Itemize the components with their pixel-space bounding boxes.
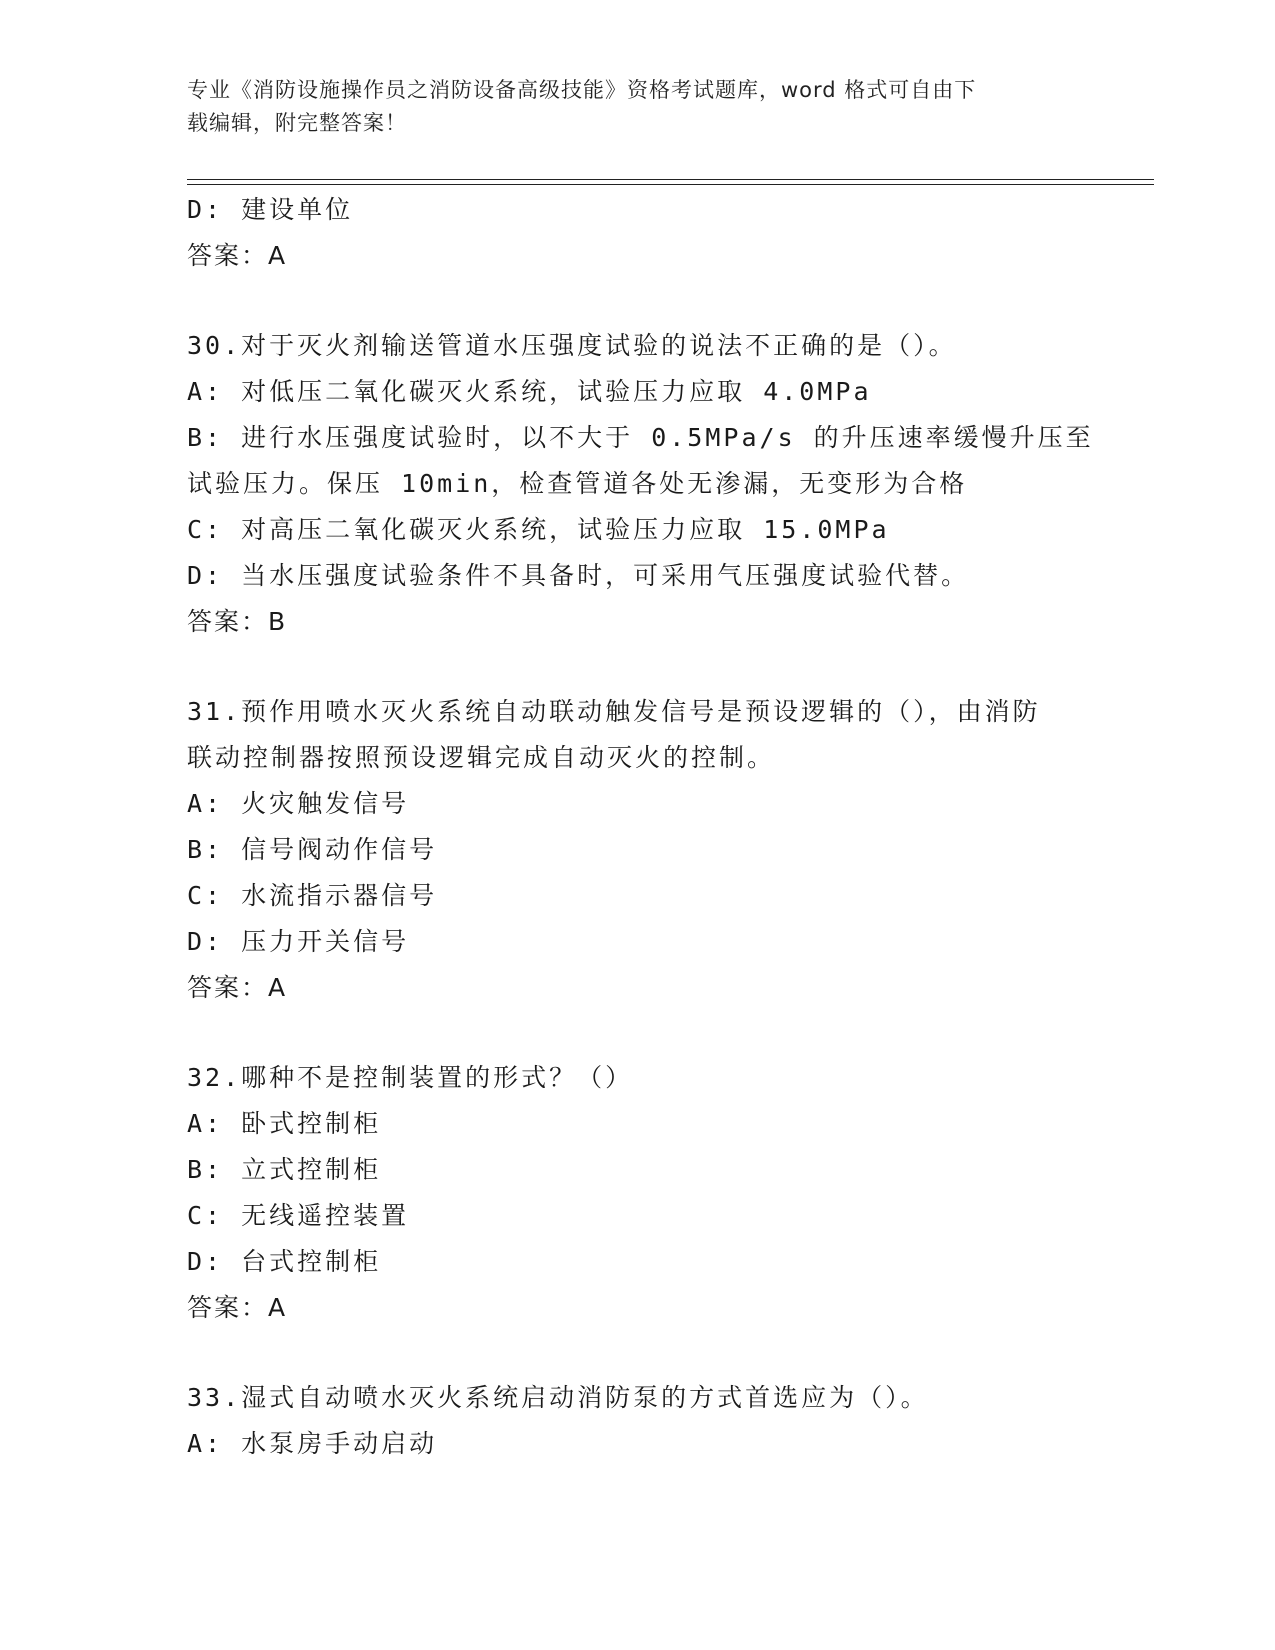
answer: 答案：B bbox=[187, 607, 288, 636]
header-line-1: 专业《消防设施操作员之消防设备高级技能》资格考试题库，word 格式可自由下 bbox=[187, 78, 977, 102]
question-32 bbox=[187, 1055, 1087, 1331]
question-33 bbox=[187, 1375, 1087, 1467]
option-a: A: 卧式控制柜 bbox=[187, 1109, 382, 1138]
option-b: B: 进行水压强度试验时，以不大于 0.5MPa/s 的升压速率缓慢升压至 bbox=[187, 423, 1094, 452]
option-d: D: 当水压强度试验条件不具备时，可采用气压强度试验代替。 bbox=[187, 561, 970, 590]
header-divider bbox=[187, 179, 1154, 185]
spacer bbox=[187, 645, 1087, 689]
answer: 答案：A bbox=[187, 1293, 288, 1322]
question-stem-line: 30.对于灭火剂输送管道水压强度试验的说法不正确的是（）。 bbox=[187, 331, 957, 360]
question-stem-line: 联动控制器按照预设逻辑完成自动灭火的控制。 bbox=[187, 743, 776, 772]
option-a: A: 对低压二氧化碳灭火系统，试验压力应取 4.0MPa bbox=[187, 377, 872, 406]
prev-answer: 答案：A bbox=[187, 241, 288, 270]
option-a: A: 火灾触发信号 bbox=[187, 789, 410, 818]
option-c: C: 对高压二氧化碳灭火系统，试验压力应取 15.0MPa bbox=[187, 515, 890, 544]
prev-option-d: D: 建设单位 bbox=[187, 195, 354, 224]
option-c: C: 水流指示器信号 bbox=[187, 881, 438, 910]
question-30 bbox=[187, 323, 1094, 645]
option-b: B: 立式控制柜 bbox=[187, 1155, 382, 1184]
option-d: D: 台式控制柜 bbox=[187, 1247, 382, 1276]
option-c: C: 无线遥控装置 bbox=[187, 1201, 410, 1230]
answer: 答案：A bbox=[187, 973, 288, 1002]
question-stem-line: 31.预作用喷水灭火系统自动联动触发信号是预设逻辑的（），由消防 bbox=[187, 697, 1041, 726]
option-b: B: 信号阀动作信号 bbox=[187, 835, 438, 864]
question-stem-line: 32.哪种不是控制装置的形式？（） bbox=[187, 1063, 634, 1092]
spacer bbox=[187, 279, 1087, 323]
question-31 bbox=[187, 689, 1087, 1011]
spacer bbox=[187, 1331, 1087, 1375]
header-line-2: 载编辑，附完整答案！ bbox=[187, 111, 407, 135]
question-stem-line: 33.湿式自动喷水灭火系统启动消防泵的方式首选应为（）。 bbox=[187, 1383, 929, 1412]
option-b-continued: 试验压力。保压 10min，检查管道各处无渗漏，无变形为合格 bbox=[187, 469, 968, 498]
document-header bbox=[187, 74, 1087, 140]
spacer bbox=[187, 1011, 1087, 1055]
option-d: D: 压力开关信号 bbox=[187, 927, 410, 956]
question-content bbox=[187, 187, 1094, 1467]
option-a: A: 水泵房手动启动 bbox=[187, 1429, 438, 1458]
